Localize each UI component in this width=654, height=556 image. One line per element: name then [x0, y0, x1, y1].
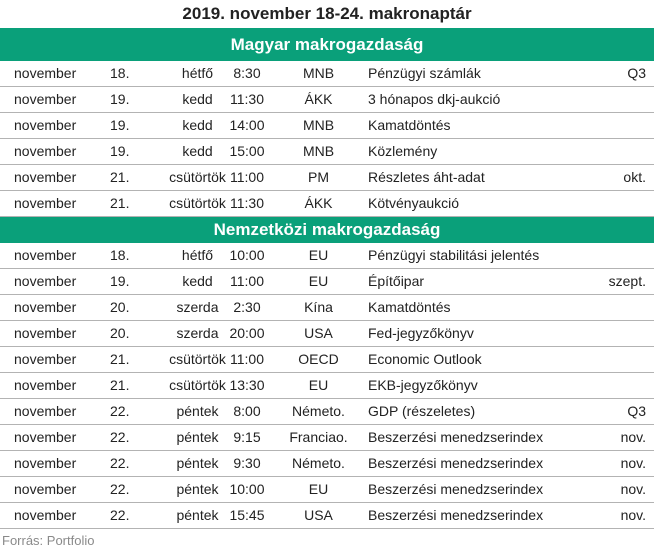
source-note: Forrás: Portfolio — [2, 533, 95, 548]
period-cell: Q3 — [627, 403, 646, 419]
weekday-cell: csütörtök — [169, 169, 226, 185]
table-row — [0, 425, 654, 451]
event-cell: 3 hónapos dkj-aukció — [368, 91, 501, 107]
day-cell: 18. — [110, 247, 130, 263]
weekday-cell: kedd — [182, 143, 213, 159]
day-cell: 19. — [110, 91, 130, 107]
day-cell: 21. — [110, 351, 130, 367]
weekday-cell: péntek — [176, 507, 219, 523]
event-cell: Kamatdöntés — [368, 299, 451, 315]
month-cell: november — [14, 481, 77, 497]
section-header-hungarian: Magyar makrogazdaság — [0, 28, 654, 61]
time-cell: 11:30 — [230, 195, 264, 211]
month-cell: november — [14, 273, 77, 289]
event-cell: Economic Outlook — [368, 351, 482, 367]
time-cell: 15:45 — [229, 507, 265, 523]
table-row — [0, 113, 654, 139]
event-cell: Pénzügyi számlák — [368, 65, 481, 81]
event-cell: Kamatdöntés — [368, 117, 451, 133]
weekday-cell: péntek — [176, 429, 219, 445]
time-cell: 11:00 — [230, 273, 264, 289]
section-rows-hungarian — [0, 61, 654, 217]
month-cell: november — [14, 325, 77, 341]
table-row — [0, 451, 654, 477]
source-cell: Németo. — [292, 455, 345, 471]
source-cell: PM — [308, 169, 329, 185]
day-cell: 22. — [110, 481, 130, 497]
time-cell: 11:00 — [230, 351, 264, 367]
table-row — [0, 269, 654, 295]
time-cell: 9:15 — [233, 429, 261, 445]
table-row — [0, 139, 654, 165]
source-cell: Franciao. — [289, 429, 348, 445]
weekday-cell: szerda — [176, 299, 219, 315]
source-cell: EU — [308, 273, 329, 289]
event-cell: Közlemény — [368, 143, 438, 159]
event-cell: Részletes áht-adat — [368, 169, 485, 185]
event-cell: Beszerzési menedzserindex — [368, 429, 544, 445]
event-cell: Beszerzési menedzserindex — [368, 481, 544, 497]
weekday-cell: péntek — [176, 403, 219, 419]
source-cell: ÁKK — [304, 195, 333, 211]
event-cell: Építőipar — [368, 273, 425, 289]
source-cell: MNB — [302, 117, 335, 133]
day-cell: 19. — [110, 273, 130, 289]
day-cell: 21. — [110, 195, 130, 211]
weekday-cell: kedd — [182, 273, 213, 289]
source-cell: OECD — [298, 351, 339, 367]
table-row — [0, 399, 654, 425]
table-row — [0, 321, 654, 347]
source-cell: Kína — [304, 299, 333, 315]
month-cell: november — [14, 455, 77, 471]
period-cell: Q3 — [627, 65, 646, 81]
source-cell: EU — [308, 247, 329, 263]
day-cell: 22. — [110, 429, 130, 445]
table-row — [0, 477, 654, 503]
event-cell: GDP (részeletes) — [368, 403, 476, 419]
time-cell: 20:00 — [229, 325, 265, 341]
day-cell: 21. — [110, 377, 130, 393]
time-cell: 8:30 — [233, 65, 261, 81]
table-row — [0, 191, 654, 217]
time-cell: 11:30 — [230, 91, 264, 107]
weekday-cell: péntek — [176, 481, 219, 497]
month-cell: november — [14, 299, 77, 315]
weekday-cell: kedd — [182, 117, 213, 133]
weekday-cell: hétfő — [181, 65, 214, 81]
day-cell: 20. — [110, 299, 130, 315]
weekday-cell: péntek — [176, 455, 219, 471]
table-row — [0, 165, 654, 191]
source-cell: EU — [308, 481, 329, 497]
month-cell: november — [14, 65, 77, 81]
weekday-cell: csütörtök — [169, 195, 226, 211]
event-cell: Pénzügyi stabilitási jelentés — [368, 247, 540, 263]
time-cell: 10:00 — [229, 247, 265, 263]
period-cell: nov. — [620, 455, 646, 471]
time-cell: 14:00 — [229, 117, 265, 133]
day-cell: 18. — [110, 65, 130, 81]
time-cell: 13:30 — [229, 377, 265, 393]
day-cell: 19. — [110, 143, 130, 159]
time-cell: 15:00 — [229, 143, 265, 159]
event-cell: EKB-jegyzőkönyv — [368, 377, 478, 393]
source-cell: ÁKK — [304, 91, 333, 107]
time-cell: 11:00 — [230, 169, 264, 185]
source-cell: EU — [308, 377, 329, 393]
source-cell: USA — [304, 507, 333, 523]
source-cell: MNB — [302, 143, 335, 159]
day-cell: 22. — [110, 403, 130, 419]
month-cell: november — [14, 507, 77, 523]
period-cell: szept. — [608, 273, 646, 289]
month-cell: november — [14, 143, 77, 159]
month-cell: november — [14, 351, 77, 367]
time-cell: 10:00 — [229, 481, 265, 497]
month-cell: november — [14, 247, 77, 263]
table-row — [0, 61, 654, 87]
weekday-cell: szerda — [176, 325, 219, 341]
month-cell: november — [14, 169, 77, 185]
event-cell: Kötvényaukció — [368, 195, 460, 211]
source-cell: USA — [304, 325, 333, 341]
table-row — [0, 347, 654, 373]
event-cell: Beszerzési menedzserindex — [368, 455, 544, 471]
period-cell: nov. — [620, 481, 646, 497]
time-cell: 9:30 — [233, 455, 261, 471]
weekday-cell: csütörtök — [169, 377, 226, 393]
month-cell: november — [14, 117, 77, 133]
month-cell: november — [14, 403, 77, 419]
month-cell: november — [14, 195, 77, 211]
day-cell: 21. — [110, 169, 130, 185]
source-cell: Németo. — [292, 403, 345, 419]
event-cell: Beszerzési menedzserindex — [368, 507, 544, 523]
day-cell: 22. — [110, 507, 130, 523]
day-cell: 19. — [110, 117, 130, 133]
page-title: 2019. november 18-24. makronaptár — [182, 4, 472, 23]
table-row — [0, 295, 654, 321]
month-cell: november — [14, 91, 77, 107]
section-rows-international — [0, 243, 654, 529]
time-cell: 8:00 — [233, 403, 261, 419]
day-cell: 22. — [110, 455, 130, 471]
table-row — [0, 373, 654, 399]
table-row — [0, 503, 654, 529]
month-cell: november — [14, 429, 77, 445]
period-cell: nov. — [620, 429, 646, 445]
period-cell: nov. — [620, 507, 646, 523]
event-cell: Fed-jegyzőkönyv — [368, 325, 474, 341]
period-cell: okt. — [623, 169, 646, 185]
section-header-international: Nemzetközi makrogazdaság — [0, 217, 654, 243]
time-cell: 2:30 — [233, 299, 261, 315]
month-cell: november — [14, 377, 77, 393]
day-cell: 20. — [110, 325, 130, 341]
table-row — [0, 87, 654, 113]
weekday-cell: csütörtök — [169, 351, 226, 367]
weekday-cell: kedd — [182, 91, 213, 107]
table-row — [0, 243, 654, 269]
weekday-cell: hétfő — [181, 247, 214, 263]
source-cell: MNB — [302, 65, 335, 81]
